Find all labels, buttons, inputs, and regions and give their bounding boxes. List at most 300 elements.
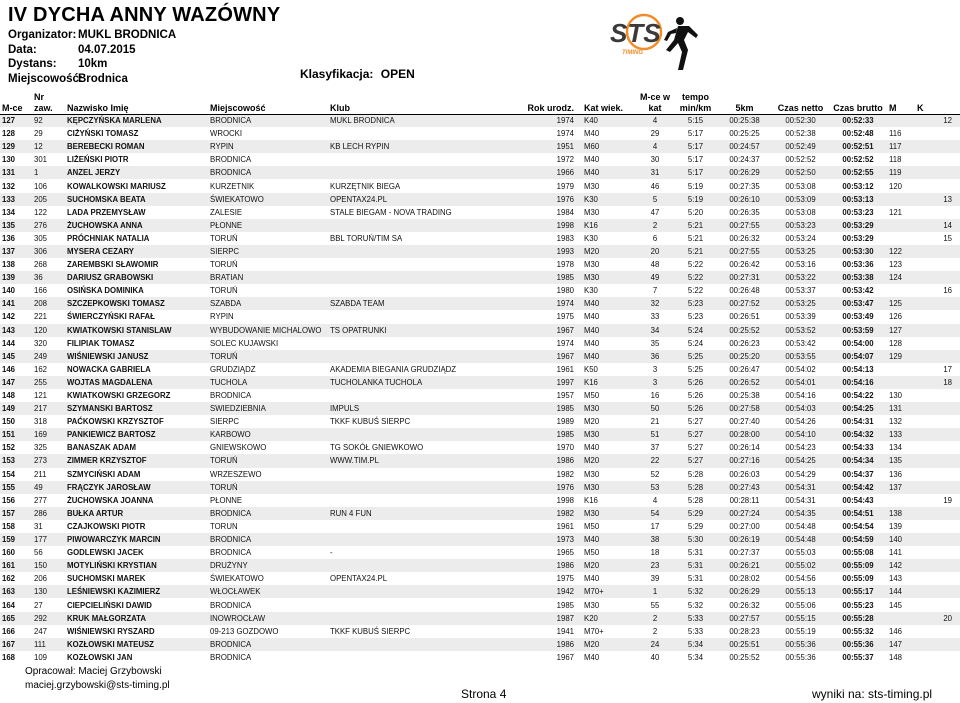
cell-split-5km: 00:26:52 <box>729 377 760 387</box>
cell-place: 127 <box>2 116 16 126</box>
cell-m-place: 134 <box>889 443 903 453</box>
cell-city: SZABDA <box>210 299 242 309</box>
cell-city: TORUŃ <box>210 233 238 243</box>
table-row <box>0 363 960 376</box>
cell-category: M40 <box>584 574 600 584</box>
table-row <box>0 310 960 323</box>
cell-split-5km: 00:26:29 <box>729 587 760 597</box>
cell-bib: 166 <box>34 286 48 296</box>
cell-place: 149 <box>2 404 16 414</box>
cell-city: SWIEDZIEBNIA <box>210 404 266 414</box>
cell-bib: 162 <box>34 364 48 374</box>
cell-birth-year: 1993 <box>556 246 574 256</box>
cell-m-place <box>887 219 915 232</box>
cell-city: 09-213 GOZDOWO <box>210 626 279 636</box>
cell-m-place: 121 <box>889 207 903 217</box>
cell-net-time: 00:53:25 <box>785 299 816 309</box>
meta-key: Dystans: <box>8 58 57 70</box>
cell-bib: 1 <box>34 168 39 178</box>
cell-gross-time: 00:54:16 <box>842 377 874 387</box>
cell-place: 154 <box>2 469 16 479</box>
cell-club <box>328 638 476 651</box>
cell-gross-time: 00:54:00 <box>842 338 874 348</box>
cell-m-place <box>887 612 915 625</box>
cell-category: M40 <box>584 535 600 545</box>
cell-m-place: 141 <box>889 548 903 558</box>
cell-k-place: 13 <box>943 194 952 204</box>
cell-pace: 5:21 <box>687 220 704 230</box>
cell-category: K16 <box>584 377 598 387</box>
col-header-m: M <box>889 102 897 113</box>
cell-k-place <box>915 140 960 153</box>
cell-category-place: 3 <box>652 364 658 374</box>
cell-place: 162 <box>2 574 16 584</box>
meta-value: 04.07.2015 <box>78 43 136 56</box>
classification-label: Klasyfikacja: <box>300 67 374 81</box>
cell-place: 142 <box>2 312 16 322</box>
cell-club <box>328 494 476 507</box>
cell-net-time: 00:54:35 <box>785 508 816 518</box>
cell-split-5km: 00:25:52 <box>729 325 760 335</box>
cell-city: PŁONNE <box>210 495 243 505</box>
classification-value: OPEN <box>380 67 415 81</box>
cell-city: BRODNICA <box>210 116 252 126</box>
cell-gross-time: 00:53:13 <box>842 194 874 204</box>
cell-birth-year: 1961 <box>556 364 574 374</box>
cell-category: M40 <box>584 338 600 348</box>
cell-name: ŚWIERCZYŃSKI RAFAŁ <box>67 312 155 322</box>
cell-k-place <box>915 402 960 415</box>
cell-gross-time: 00:55:36 <box>842 639 874 649</box>
cell-place: 138 <box>2 260 16 270</box>
cell-name: WIŚNIEWSKI RYSZARD <box>67 626 155 636</box>
logo-text: STS <box>610 18 661 48</box>
cell-name: KOZŁOWSKI JAN <box>67 652 133 662</box>
cell-name: KĘPCZYŃSKA MARLENA <box>67 116 162 126</box>
cell-name: KOZŁOWSKI MATEUSZ <box>67 639 154 649</box>
cell-category-place: 3 <box>652 377 658 387</box>
cell-category-place: 2 <box>652 626 658 636</box>
cell-net-time: 00:53:37 <box>785 286 816 296</box>
cell-k-place <box>915 625 960 638</box>
cell-k-place <box>915 258 960 271</box>
cell-split-5km: 00:27:52 <box>729 299 760 309</box>
cell-category: M50 <box>584 521 600 531</box>
cell-split-5km: 00:24:57 <box>729 142 760 152</box>
cell-bib: 247 <box>34 626 48 636</box>
cell-name: SZMYCIŃSKI ADAM <box>67 469 141 479</box>
meta-value: Brodnica <box>78 72 128 85</box>
cell-pace: 5:25 <box>687 364 704 374</box>
table-row <box>0 481 960 494</box>
cell-pace: 5:23 <box>687 312 704 322</box>
table-row <box>0 585 960 598</box>
cell-split-5km: 00:25:25 <box>729 129 760 139</box>
cell-pace: 5:28 <box>687 469 704 479</box>
cell-place: 141 <box>2 299 16 309</box>
cell-k-place <box>915 585 960 598</box>
cell-place: 134 <box>2 207 16 217</box>
cell-place: 136 <box>2 233 16 243</box>
cell-city: BRODNICA <box>210 652 252 662</box>
cell-place: 131 <box>2 168 16 178</box>
cell-place: 155 <box>2 482 16 492</box>
cell-name: WIŚNIEWSKI JANUSZ <box>67 351 149 361</box>
cell-category-place: 18 <box>650 548 660 558</box>
cell-birth-year: 1985 <box>556 404 574 414</box>
cell-gross-time: 00:52:52 <box>842 155 874 165</box>
cell-category: M40 <box>584 351 600 361</box>
cell-category: M20 <box>584 639 600 649</box>
cell-city: BRODNICA <box>210 600 252 610</box>
cell-category-place: 29 <box>650 129 660 139</box>
cell-m-place: 139 <box>889 521 903 531</box>
cell-pace: 5:24 <box>687 338 704 348</box>
cell-category-place: 37 <box>650 443 660 453</box>
cell-net-time: 00:52:30 <box>785 116 816 126</box>
cell-category-place: 53 <box>650 482 660 492</box>
cell-split-5km: 00:24:37 <box>729 155 760 165</box>
cell-gross-time: 00:53:36 <box>842 260 874 270</box>
cell-net-time: 00:54:48 <box>785 535 816 545</box>
cell-category-place: 50 <box>650 404 660 414</box>
cell-category-place: 2 <box>652 613 658 623</box>
cell-split-5km: 00:26:51 <box>729 312 760 322</box>
cell-m-place: 125 <box>889 299 903 309</box>
table-header-row <box>0 88 960 114</box>
cell-birth-year: 1985 <box>556 430 574 440</box>
cell-split-5km: 00:27:40 <box>729 417 760 427</box>
cell-name: WOJTAS MAGDALENA <box>67 377 153 387</box>
cell-place: 135 <box>2 220 16 230</box>
cell-k-place: 12 <box>943 116 952 126</box>
cell-place: 137 <box>2 246 16 256</box>
cell-pace: 5:31 <box>687 574 704 584</box>
cell-club <box>328 533 476 546</box>
col-header-place: M-ce <box>2 102 23 113</box>
meta-value: 10km <box>78 58 108 70</box>
cell-category: K30 <box>584 233 598 243</box>
cell-split-5km: 00:25:52 <box>729 652 760 662</box>
cell-category: M30 <box>584 482 600 492</box>
cell-k-place: 19 <box>943 495 952 505</box>
cell-place: 148 <box>2 391 16 401</box>
cell-net-time: 00:55:06 <box>785 600 816 610</box>
cell-pace: 5:29 <box>687 508 704 518</box>
cell-city: TORUN <box>210 521 238 531</box>
cell-category-place: 1 <box>652 587 658 597</box>
cell-split-5km: 00:27:35 <box>729 181 760 191</box>
table-row <box>0 402 960 415</box>
cell-club: OPENTAX24.PL <box>330 194 388 204</box>
table-row <box>0 376 960 389</box>
cell-birth-year: 1985 <box>556 600 574 610</box>
cell-pace: 5:22 <box>687 286 704 296</box>
cell-bib: 217 <box>34 404 48 414</box>
cell-pace: 5:28 <box>687 495 704 505</box>
cell-place: 159 <box>2 535 16 545</box>
col-header-bib: Nr zaw. <box>34 91 53 113</box>
cell-pace: 5:17 <box>687 168 704 178</box>
cell-split-5km: 00:27:43 <box>729 482 760 492</box>
table-row <box>0 428 960 441</box>
cell-gross-time: 00:53:12 <box>842 181 874 191</box>
cell-split-5km: 00:27:31 <box>729 273 760 283</box>
cell-category-place: 47 <box>650 207 660 217</box>
cell-pace: 5:19 <box>687 181 704 191</box>
cell-birth-year: 1965 <box>556 548 574 558</box>
cell-category-place: 38 <box>650 535 660 545</box>
cell-net-time: 00:54:48 <box>785 521 816 531</box>
cell-bib: 56 <box>34 548 43 558</box>
cell-category-place: 55 <box>650 600 660 610</box>
cell-city: BRODNICA <box>210 168 252 178</box>
cell-gross-time: 00:54:25 <box>842 404 874 414</box>
cell-pace: 5:34 <box>687 639 704 649</box>
cell-name: CZAJKOWSKI PIOTR <box>67 521 146 531</box>
cell-place: 161 <box>2 561 16 571</box>
cell-category: K50 <box>584 364 598 374</box>
cell-place: 140 <box>2 286 16 296</box>
cell-name: ŻUCHOWSKA ANNA <box>67 220 143 230</box>
table-row <box>0 232 960 245</box>
table-row <box>0 166 960 179</box>
cell-city: RYPIN <box>210 312 234 322</box>
cell-bib: 109 <box>34 652 48 662</box>
cell-category: M30 <box>584 181 600 191</box>
cell-net-time: 00:53:08 <box>785 181 816 191</box>
cell-k-place <box>915 572 960 585</box>
table-row <box>0 324 960 337</box>
cell-city: WYBUDOWANIE MICHALOWO <box>210 325 322 335</box>
cell-net-time: 00:55:19 <box>785 626 816 636</box>
cell-bib: 292 <box>34 613 48 623</box>
cell-name: LEŚNIEWSKI KAZIMIERZ <box>67 587 161 597</box>
table-row <box>0 612 960 625</box>
cell-birth-year: 1978 <box>556 260 574 270</box>
results-body <box>0 114 960 664</box>
cell-club <box>328 166 476 179</box>
cell-split-5km: 00:26:32 <box>729 233 760 243</box>
event-meta <box>8 28 176 86</box>
cell-city: ŚWIEKATOWO <box>210 574 264 584</box>
cell-m-place: 122 <box>889 246 903 256</box>
cell-category: K30 <box>584 286 598 296</box>
cell-category-place: 51 <box>650 430 660 440</box>
cell-birth-year: 1974 <box>556 338 574 348</box>
cell-place: 151 <box>2 430 16 440</box>
cell-m-place: 118 <box>889 155 902 165</box>
table-row <box>0 271 960 284</box>
cell-birth-year: 1979 <box>556 181 574 191</box>
cell-pace: 5:20 <box>687 207 704 217</box>
cell-m-place: 137 <box>889 482 903 492</box>
meta-value: MUKL BRODNICA <box>78 29 177 41</box>
cell-bib: 130 <box>34 587 48 597</box>
cell-k-place <box>915 428 960 441</box>
cell-birth-year: 1976 <box>556 194 574 204</box>
cell-pace: 5:22 <box>687 273 704 283</box>
cell-city: KARBOWO <box>210 430 251 440</box>
cell-place: 143 <box>2 325 16 335</box>
cell-name: ZIMMER KRZYSZTOF <box>67 456 147 466</box>
cell-k-place: 16 <box>943 286 952 296</box>
cell-club <box>328 337 476 350</box>
cell-club <box>328 598 476 611</box>
cell-city: GRUDZIĄDZ <box>210 364 256 374</box>
cell-split-5km: 00:26:21 <box>729 561 760 571</box>
cell-club <box>328 651 476 664</box>
table-row <box>0 572 960 585</box>
cell-name: SZYMANSKI BARTOSZ <box>67 404 153 414</box>
cell-net-time: 00:55:03 <box>785 548 816 558</box>
cell-m-place: 117 <box>889 142 902 152</box>
cell-club: TKKF KUBUŚ SIERPC <box>330 626 411 636</box>
cell-category: M30 <box>584 469 600 479</box>
cell-place: 158 <box>2 521 16 531</box>
cell-name: SUCHOMSKI MAREK <box>67 574 146 584</box>
cell-bib: 92 <box>34 116 43 126</box>
cell-bib: 106 <box>34 181 48 191</box>
cell-birth-year: 1942 <box>556 587 574 597</box>
table-row <box>0 468 960 481</box>
cell-k-place: 17 <box>943 364 952 374</box>
cell-bib: 169 <box>34 430 48 440</box>
cell-place: 163 <box>2 587 16 597</box>
cell-net-time: 00:53:24 <box>785 233 816 243</box>
cell-birth-year: 1975 <box>556 312 574 322</box>
cell-place: 167 <box>2 639 16 649</box>
cell-split-5km: 00:27:55 <box>729 246 760 256</box>
cell-m-place: 119 <box>889 168 902 178</box>
cell-k-place <box>915 245 960 258</box>
cell-m-place: 143 <box>889 574 903 584</box>
cell-name: ZAREMBSKI SŁAWOMIR <box>67 260 159 270</box>
page-number: Strona 4 <box>461 687 507 701</box>
cell-place: 139 <box>2 273 16 283</box>
cell-gross-time: 00:52:51 <box>842 142 874 152</box>
col-header-gross-time: Czas brutto <box>833 102 883 113</box>
cell-gross-time: 00:53:30 <box>842 246 874 256</box>
cell-name: PAĆKOWSKI KRZYSZTOF <box>67 417 164 427</box>
cell-k-place <box>915 651 960 664</box>
cell-bib: 277 <box>34 495 48 505</box>
cell-m-place: 133 <box>889 430 903 440</box>
cell-pace: 5:22 <box>687 260 704 270</box>
cell-split-5km: 00:26:35 <box>729 207 760 217</box>
cell-club: RUN 4 FUN <box>330 508 372 518</box>
cell-pace: 5:27 <box>687 443 704 453</box>
cell-club <box>328 153 476 166</box>
cell-pace: 5:21 <box>687 233 704 243</box>
cell-birth-year: 1951 <box>556 142 574 152</box>
cell-category-place: 39 <box>650 574 660 584</box>
cell-city: SIERPC <box>210 246 240 256</box>
cell-place: 133 <box>2 194 16 204</box>
cell-name: ŻUCHOWSKA JOANNA <box>67 495 154 505</box>
cell-place: 146 <box>2 364 16 374</box>
cell-birth-year: 1984 <box>556 207 574 217</box>
cell-category-place: 48 <box>650 260 660 270</box>
cell-net-time: 00:55:36 <box>785 652 816 662</box>
col-header-5km: 5km <box>735 102 754 113</box>
meta-organizer <box>8 28 176 43</box>
cell-club: WWW.TIM.PL <box>330 456 379 466</box>
cell-net-time: 00:53:23 <box>785 220 816 230</box>
cell-category: K16 <box>584 220 598 230</box>
cell-k-place: 15 <box>943 233 952 243</box>
cell-club <box>328 559 476 572</box>
cell-category-place: 4 <box>652 142 658 152</box>
cell-category-place: 34 <box>650 325 660 335</box>
cell-category-place: 30 <box>650 155 660 165</box>
cell-place: 144 <box>2 338 16 348</box>
cell-net-time: 00:54:56 <box>785 574 816 584</box>
cell-birth-year: 1967 <box>556 652 574 662</box>
cell-m-place: 126 <box>889 312 903 322</box>
cell-name: CIŻYŃSKI TOMASZ <box>67 129 139 139</box>
cell-pace: 5:34 <box>687 652 704 662</box>
cell-city: BRODNICA <box>210 639 252 649</box>
cell-name: FRĄCZYK JAROSŁAW <box>67 482 151 492</box>
cell-category: M30 <box>584 273 600 283</box>
cell-m-place <box>887 193 915 206</box>
cell-split-5km: 00:27:55 <box>729 220 760 230</box>
cell-k-place <box>915 520 960 533</box>
cell-category: M20 <box>584 561 600 571</box>
cell-club <box>328 127 476 140</box>
cell-place: 150 <box>2 417 16 427</box>
table-row <box>0 337 960 350</box>
cell-place: 145 <box>2 351 16 361</box>
cell-birth-year: 1986 <box>556 561 574 571</box>
cell-split-5km: 00:25:51 <box>729 639 760 649</box>
table-row <box>0 127 960 140</box>
cell-pace: 5:33 <box>687 626 704 636</box>
cell-gross-time: 00:53:29 <box>842 233 874 243</box>
cell-birth-year: 1983 <box>556 233 574 243</box>
col-header-category-place: M-ce w kat <box>639 91 670 113</box>
cell-club <box>328 585 476 598</box>
cell-m-place: 123 <box>889 260 903 270</box>
cell-birth-year: 1980 <box>556 286 574 296</box>
cell-split-5km: 00:25:38 <box>729 391 760 401</box>
table-row <box>0 651 960 664</box>
cell-club: TUCHOLANKA TUCHOLA <box>330 377 423 387</box>
cell-club <box>328 245 476 258</box>
cell-club <box>328 350 476 363</box>
cell-split-5km: 00:26:10 <box>729 194 760 204</box>
cell-category-place: 33 <box>650 312 660 322</box>
contact-email: maciej.grzybowski@sts-timing.pl <box>25 680 170 691</box>
cell-k-place <box>915 441 960 454</box>
cell-k-place <box>915 127 960 140</box>
cell-k-place <box>915 638 960 651</box>
footer-credits <box>25 665 170 693</box>
cell-name: SZCZEPKOWSKI TOMASZ <box>67 299 165 309</box>
table-row <box>0 638 960 651</box>
cell-gross-time: 00:54:59 <box>842 535 874 545</box>
cell-category-place: 16 <box>650 391 660 401</box>
meta-location <box>8 72 176 87</box>
cell-bib: 208 <box>34 299 48 309</box>
table-row <box>0 559 960 572</box>
cell-name: MOTYLIŃSKI KRYSTIAN <box>67 561 157 571</box>
cell-bib: 255 <box>34 377 48 387</box>
cell-birth-year: 1967 <box>556 325 574 335</box>
cell-bib: 111 <box>34 639 46 649</box>
cell-split-5km: 00:27:00 <box>729 521 760 531</box>
